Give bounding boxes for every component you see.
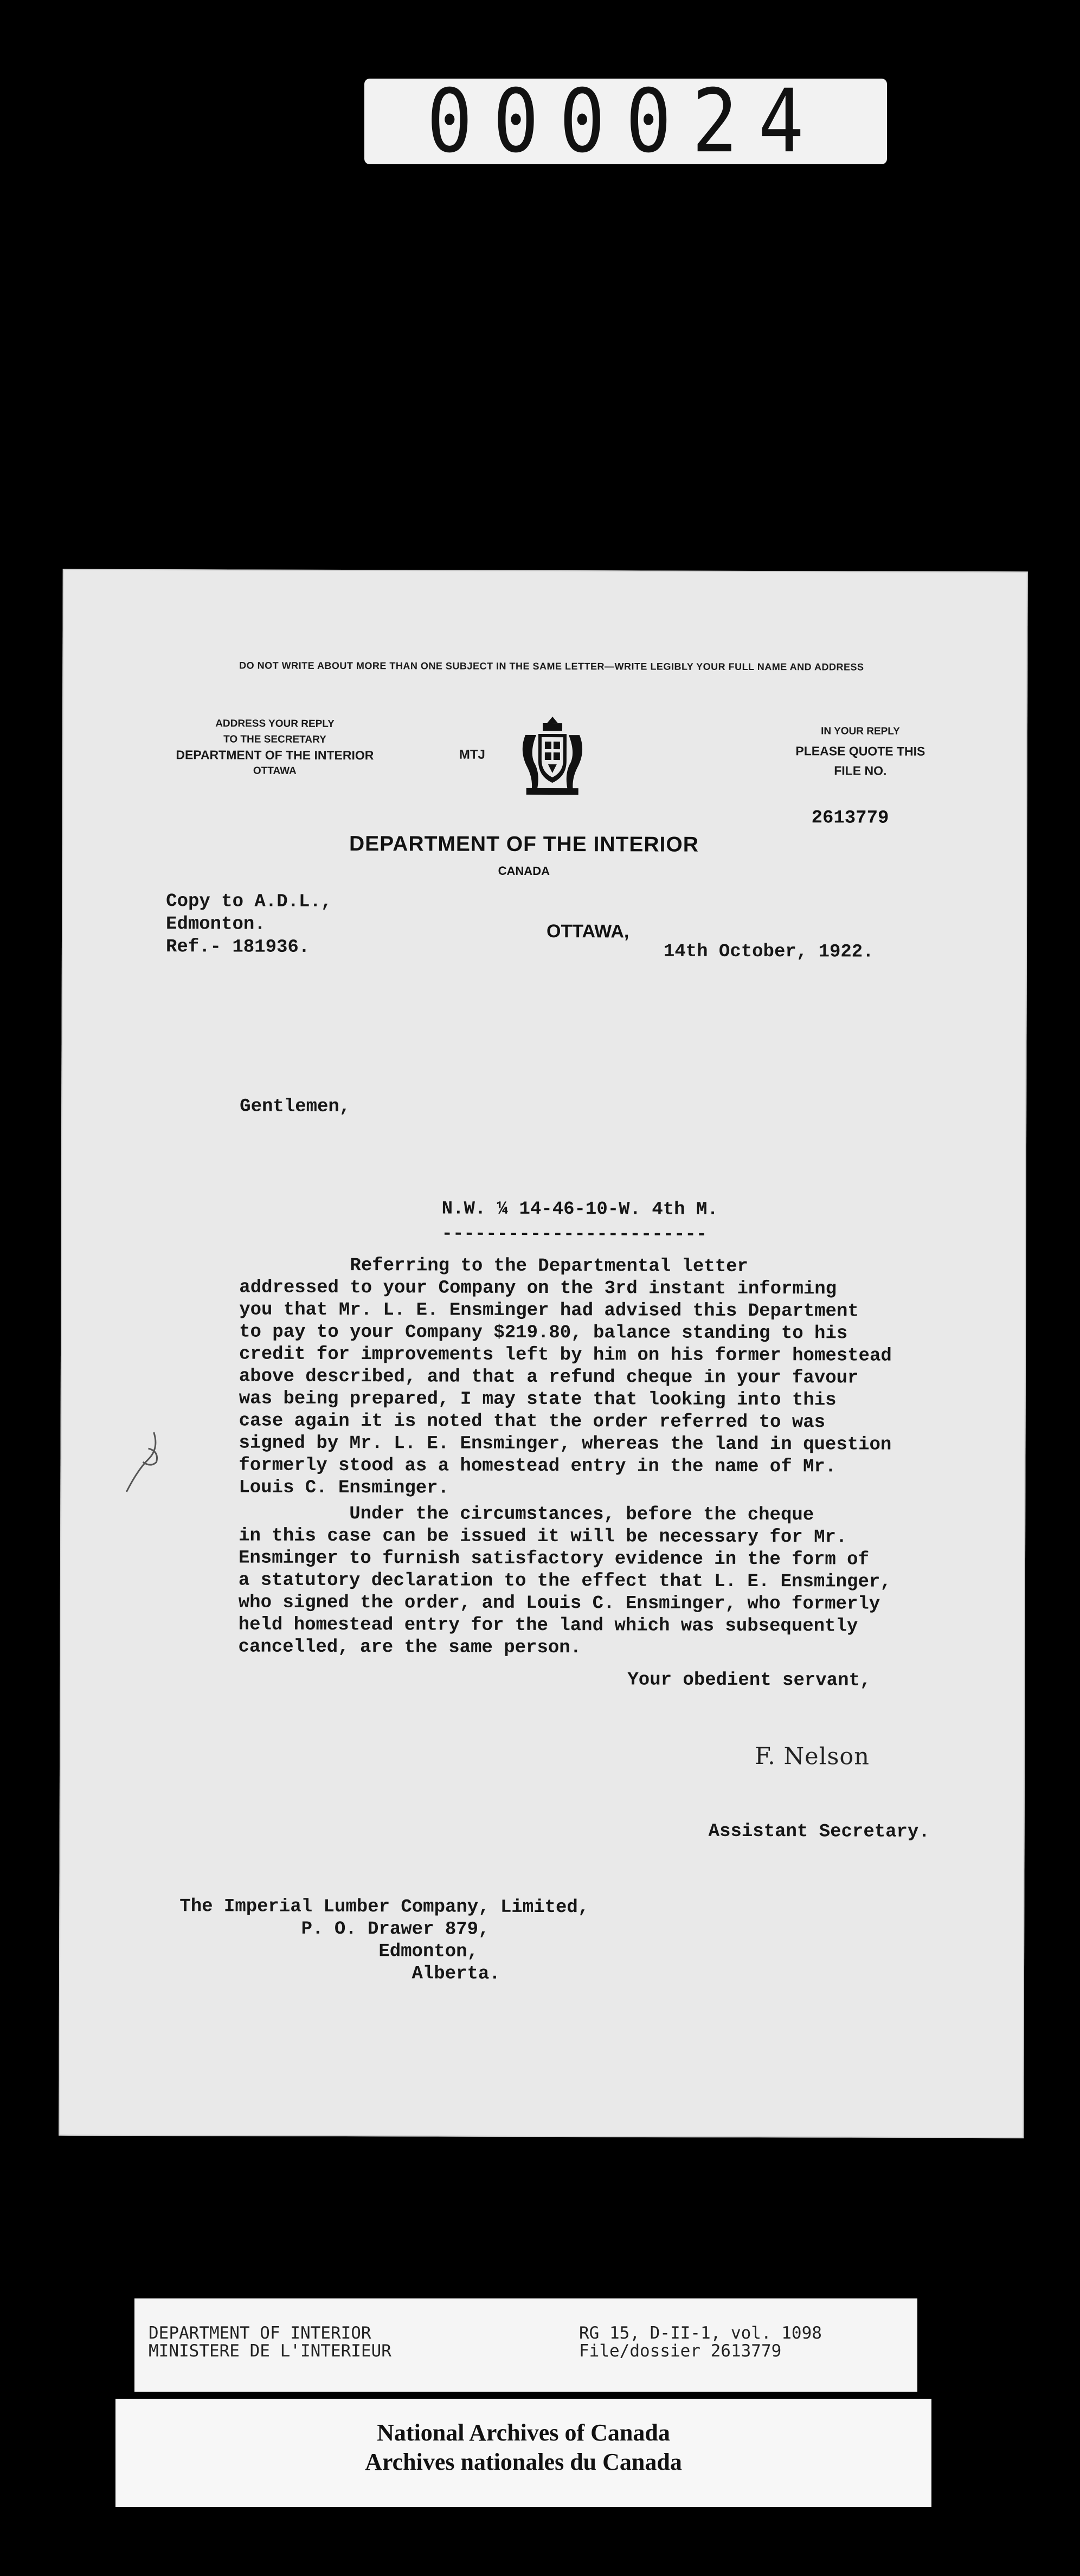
address-line: The Imperial Lumber Company, Limited, — [179, 1896, 589, 1918]
margin-tick-mark — [115, 1427, 164, 1497]
body-line: was being prepared, I may state that looking into this — [239, 1388, 837, 1411]
frame-number-plate — [364, 70, 887, 172]
subject-underline: ------------------------ — [441, 1223, 708, 1245]
archive-reference-line: RG 15, D-II-1, vol. 1098 — [579, 2323, 822, 2343]
copy-line: Copy to A.D.L., — [166, 891, 332, 912]
body-line: credit for improvements left by him on his former homestead — [239, 1344, 892, 1367]
archive-reference — [579, 2324, 822, 2360]
salutation: Gentlemen, — [240, 1096, 351, 1118]
department-title: DEPARTMENT OF THE INTERIOR — [349, 832, 699, 856]
copy-line: Ref.- 181936. — [165, 937, 310, 958]
body-paragraph-2 — [239, 1503, 966, 1661]
writing-notice: DO NOT WRITE ABOUT MORE THAN ONE SUBJECT IN THE SAME LETTER—WRITE LEGIBLY YOUR FULL NAME AND ADDRESS — [239, 660, 864, 673]
file-quote-block — [752, 722, 969, 781]
place: OTTAWA, — [546, 921, 629, 942]
reply-address-line: ADDRESS YOUR REPLY — [215, 718, 335, 730]
archive-fonds-line: MINISTERE DE L'INTERIEUR — [149, 2341, 391, 2361]
body-line: addressed to your Company on the 3rd instant informing — [239, 1277, 837, 1300]
reply-address-block — [145, 716, 405, 779]
body-line: cancelled, are the same person. — [238, 1637, 582, 1659]
archive-reference-line: File/dossier 2613779 — [579, 2341, 782, 2361]
file-quote-line: IN YOUR REPLY — [821, 725, 900, 737]
file-number: 2613779 — [811, 808, 889, 829]
archive-fonds — [149, 2324, 391, 2360]
body-line: formerly stood as a homestead entry in the name of Mr. — [239, 1455, 837, 1478]
letter-date: 14th October, 1922. — [663, 941, 874, 963]
body-line: you that Mr. L. E. Ensminger had advised this Department — [239, 1299, 859, 1322]
reply-address-line: DEPARTMENT OF THE INTERIOR — [176, 748, 374, 763]
body-line: a statutory declaration to the effect that L. E. Ensminger, — [238, 1570, 891, 1593]
body-line: held homestead entry for the land which was subsequently — [238, 1614, 858, 1637]
body-line: in this case can be issued it will be necessary for Mr. — [239, 1525, 847, 1548]
file-quote-line: PLEASE QUOTE THIS — [795, 744, 925, 758]
address-line: Alberta. — [179, 1963, 500, 1985]
file-quote-line: FILE NO. — [834, 763, 887, 778]
body-line: Under the circumstances, before the cheque — [239, 1503, 814, 1526]
copy-reference — [166, 890, 332, 959]
archives-name-french: Archives nationales du Canada — [365, 2449, 682, 2475]
body-line: who signed the order, and Louis C. Ensminger, who formerly — [238, 1592, 880, 1615]
body-line: Ensminger to furnish satisfactory evidence in the form of — [238, 1548, 870, 1570]
department-country: CANADA — [498, 864, 550, 878]
address-line: P. O. Drawer 879, — [179, 1918, 490, 1940]
body-line: Referring to the Departmental letter — [239, 1255, 749, 1277]
archive-reference-label — [134, 2298, 917, 2392]
reply-address-line: TO THE SECRETARY — [223, 733, 326, 745]
coat-of-arms-icon — [515, 713, 590, 797]
closing: Your obedient servant, — [627, 1670, 871, 1691]
reply-address-line: OTTAWA — [253, 765, 297, 777]
signer-title: Assistant Secretary. — [708, 1821, 930, 1843]
archives-name-card — [115, 2399, 931, 2507]
body-line: case again it is noted that the order referred to was — [239, 1411, 826, 1433]
initials: MTJ — [459, 747, 485, 762]
subject-line: N.W. ¼ 14-46-10-W. 4th M. — [441, 1199, 718, 1220]
archive-fonds-line: DEPARTMENT OF INTERIOR — [149, 2323, 371, 2343]
address-line: Edmonton, — [179, 1941, 479, 1962]
body-line: to pay to your Company $219.80, balance standing to his — [239, 1322, 848, 1344]
archives-name-english: National Archives of Canada — [377, 2419, 670, 2446]
body-line: above described, and that a refund cheque in your favour — [239, 1366, 859, 1389]
recipient-address — [179, 1896, 589, 1986]
body-paragraph-1 — [239, 1255, 966, 1502]
copy-line: Edmonton. — [166, 914, 266, 935]
frame-number: 000024 — [427, 70, 825, 172]
body-line: Louis C. Ensminger. — [239, 1477, 449, 1499]
body-line: signed by Mr. L. E. Ensminger, whereas the land in question — [239, 1433, 892, 1456]
letter-page — [59, 569, 1028, 2139]
signature-stamp: F. Nelson — [754, 1743, 870, 1770]
